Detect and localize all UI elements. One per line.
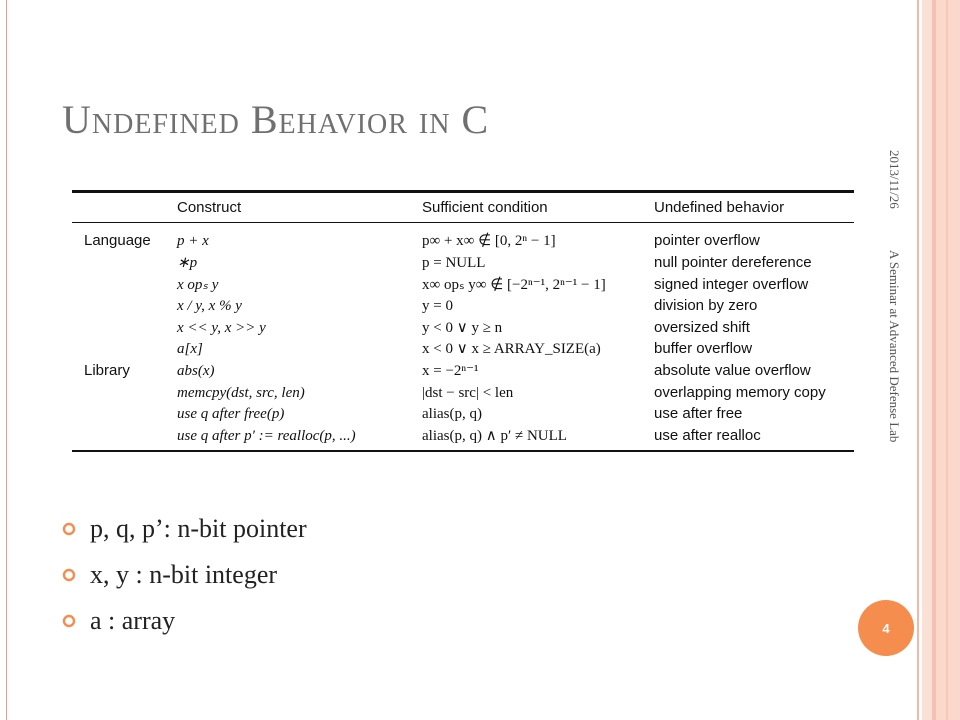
- cell-behavior: buffer overflow: [654, 340, 753, 357]
- ring-bullet-icon: [62, 568, 76, 582]
- cell-condition: y < 0 ∨ y ≥ n: [422, 320, 503, 336]
- table-bottom-rule: [72, 450, 854, 452]
- slide-date-text: 2013/11/26: [887, 150, 902, 209]
- cell-construct: x << y, x >> y: [177, 320, 266, 336]
- undefined-behavior-table: [72, 190, 854, 452]
- table-header-rule: [72, 222, 854, 223]
- cell-construct: x / y, x % y: [177, 298, 242, 314]
- right-border-band: [917, 0, 919, 720]
- page-number-badge: 4: [858, 600, 914, 656]
- bullet-text: a : array: [90, 606, 176, 635]
- category-library: Library: [84, 362, 130, 379]
- bullet-text: x, y : n-bit integer: [90, 560, 278, 589]
- cell-condition: x∞ opₛ y∞ ∉ [−2ⁿ⁻¹, 2ⁿ⁻¹ − 1]: [422, 277, 606, 293]
- cell-condition: y = 0: [422, 298, 453, 314]
- bullet-text: p, q, p’: n-bit pointer: [90, 514, 307, 543]
- cell-construct: use q after free(p): [177, 406, 285, 422]
- side-caption-text: A Seminar at Advanced Defense Lab: [887, 250, 902, 443]
- slide-side-caption: [886, 250, 910, 530]
- cell-construct: ∗p: [177, 255, 198, 271]
- cell-condition: x = −2ⁿ⁻¹: [422, 363, 479, 379]
- cell-condition: p∞ + x∞ ∉ [0, 2ⁿ − 1]: [422, 233, 556, 249]
- slide-date: [886, 150, 910, 210]
- cell-construct: x opₛ y: [177, 277, 219, 293]
- right-border-band: [946, 0, 948, 720]
- bullet-list: [62, 506, 307, 644]
- slide-title: Undefined Behavior in C: [62, 97, 490, 142]
- category-language: Language: [84, 232, 151, 249]
- left-border-line: [6, 0, 7, 720]
- ring-bullet-icon: [62, 522, 76, 536]
- cell-condition: alias(p, q) ∧ p′ ≠ NULL: [422, 428, 567, 444]
- cell-construct: abs(x): [177, 363, 215, 379]
- ring-bullet-icon: [62, 614, 76, 628]
- list-item: [62, 598, 307, 644]
- cell-construct: memcpy(dst, src, len): [177, 385, 305, 401]
- header-undefined-behavior: Undefined behavior: [654, 199, 785, 216]
- cell-behavior: use after free: [654, 405, 743, 422]
- cell-behavior: division by zero: [654, 297, 758, 314]
- header-sufficient-condition: Sufficient condition: [422, 199, 548, 216]
- cell-condition: p = NULL: [422, 255, 486, 271]
- right-border-band: [936, 0, 960, 720]
- list-item: [62, 552, 307, 598]
- cell-condition: x < 0 ∨ x ≥ ARRAY_SIZE(a): [422, 341, 601, 357]
- cell-behavior: null pointer dereference: [654, 254, 812, 271]
- cell-condition: |dst − src| < len: [422, 385, 514, 401]
- cell-behavior: signed integer overflow: [654, 276, 809, 293]
- cell-behavior: pointer overflow: [654, 232, 760, 249]
- cell-construct: use q after p′ := realloc(p, ...): [177, 428, 356, 444]
- cell-construct: a[x]: [177, 341, 203, 357]
- cell-condition: alias(p, q): [422, 406, 482, 422]
- cell-behavior: oversized shift: [654, 319, 750, 336]
- cell-behavior: overlapping memory copy: [654, 384, 826, 401]
- cell-behavior: use after realloc: [654, 427, 761, 444]
- table-top-rule: [72, 190, 854, 193]
- right-border-band: [922, 0, 932, 720]
- header-construct: Construct: [177, 199, 242, 216]
- list-item: [62, 506, 307, 552]
- cell-construct: p + x: [177, 233, 209, 249]
- cell-behavior: absolute value overflow: [654, 362, 811, 379]
